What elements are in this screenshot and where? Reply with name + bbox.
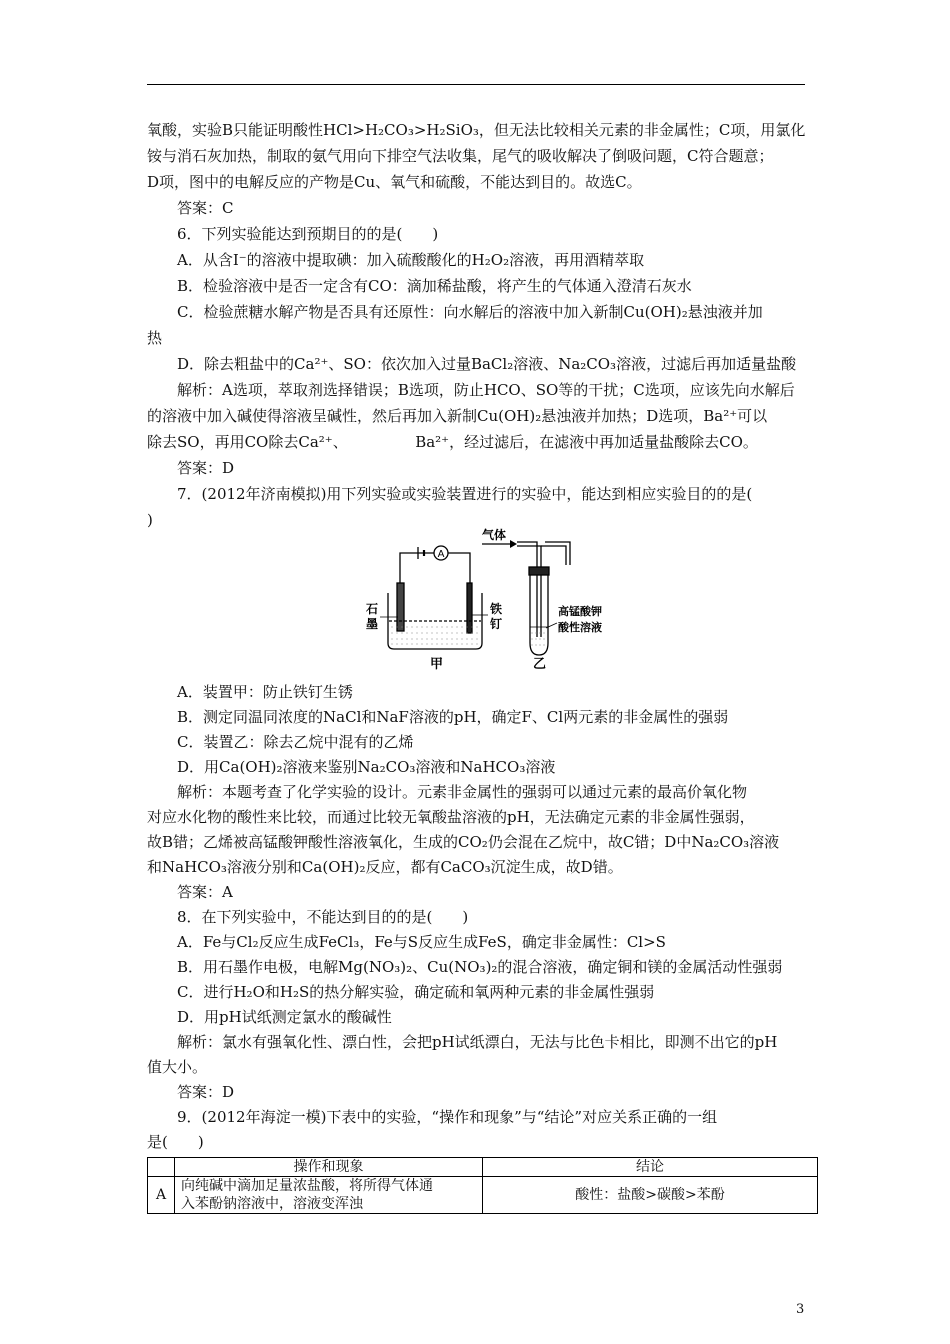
option-6c: C．检验蔗糖水解产物是否具有还原性：向水解后的溶液中加入新制Cu(OH)₂悬浊液并加 [177, 303, 763, 321]
analysis-6: 解析：A选项，萃取剂选择错误；B选项，防止HCO、SO等的干扰；C选项，应该先向水解后 [177, 381, 795, 399]
table-cell-conclusion: 酸性：盐酸>碳酸>苯酚 [483, 1177, 818, 1214]
table-header-conclusion: 结论 [483, 1158, 818, 1177]
answer-line: 答案：A [177, 883, 233, 901]
question-7: 7．(2012年济南模拟)用下列实验或实验装置进行的实验中，能达到相应实验目的的是( [177, 485, 753, 503]
figure-yi-label: 乙 [533, 657, 547, 672]
graphite-label: 石 [366, 602, 379, 616]
answer-line: 答案：C [177, 199, 234, 217]
option-8a: A．Fe与Cl₂反应生成FeCl₃，Fe与S反应生成FeS，确定非金属性：Cl>S [177, 933, 666, 951]
header-rule [147, 84, 805, 85]
text-line: D项，图中的电解反应的产物是Cu、氧气和硫酸，不能达到目的。故选C。 [147, 173, 642, 191]
kmno4-label: 酸性溶液 [558, 621, 602, 634]
page-number: 3 [796, 1302, 805, 1317]
option-7c: C．装置乙：除去乙烷中混有的乙烯 [177, 733, 414, 751]
figure-jia-label: 甲 [430, 657, 444, 672]
text-line: 故B错；乙烯被高锰酸钾酸性溶液氧化，生成的CO₂仍会混在乙烷中，故C错；D中Na₂CO₃溶液 [147, 833, 780, 851]
option-6b: B．检验溶液中是否一定含有CO：滴加稀盐酸，将产生的气体通入澄清石灰水 [177, 277, 692, 295]
text-line: 的溶液中加入碱使得溶液呈碱性，然后再加入新制Cu(OH)₂悬浊液并加热；D选项，Ba²⁺可以 [147, 407, 768, 425]
text-line: 值大小。 [147, 1058, 208, 1076]
table-cell-operation [175, 1177, 483, 1214]
analysis-7: 解析：本题考查了化学实验的设计。元素非金属性的强弱可以通过元素的最高价氧化物 [177, 783, 748, 801]
text-line: 对应水化物的酸性来比较，而通过比较无氧酸盐溶液的pH，无法确定元素的非金属性强弱， [147, 808, 755, 826]
option-8d: D．用pH试纸测定氯水的酸碱性 [177, 1008, 392, 1026]
question-6: 6．下列实验能达到预期目的的是( ) [177, 225, 439, 243]
table-header-cell [148, 1158, 175, 1177]
text-line: 热 [147, 329, 163, 347]
text-line: 铵与消石灰加热，制取的氨气用向下排空气法收集，尾气的吸收解决了倒吸问题，C符合题意； [147, 147, 774, 165]
option-8b: B．用石墨作电极，电解Mg(NO₃)₂、Cu(NO₃)₂的混合溶液，确定铜和镁的金属活动性强弱 [177, 958, 783, 976]
text-line: 除去SO，再用CO除去Ca²⁺、 Ba²⁺，经过滤后，在滤液中再加适量盐酸除去CO。 [147, 433, 758, 451]
table-row [148, 1177, 818, 1214]
text-line: 氧酸，实验B只能证明酸性HCl>H₂CO₃>H₂SiO₃，但无法比较相关元素的非金属性；C项，用氯化 [147, 121, 806, 139]
answer-line: 答案：D [177, 1083, 235, 1101]
option-8c: C．进行H₂O和H₂S的热分解实验，确定硫和氧两种元素的非金属性强弱 [177, 983, 655, 1001]
table-cell-text: 向纯碱中滴加足量浓盐酸，将所得气体通 [181, 1178, 433, 1194]
analysis-8: 解析：氯水有强氧化性、漂白性，会把pH试纸漂白，无法与比色卡相比，即测不出它的pH [177, 1033, 778, 1051]
option-7d: D．用Ca(OH)₂溶液来鉴别Na₂CO₃溶液和NaHCO₃溶液 [177, 758, 556, 776]
graphite-label: 墨 [366, 617, 379, 631]
answer-line: 答案：D [177, 459, 235, 477]
option-7a: A．装置甲：防止铁钉生锈 [177, 683, 353, 701]
text-line: 是( ) [147, 1133, 204, 1151]
ammeter-label: A [437, 549, 445, 560]
question-8: 8．在下列实验中，不能达到目的的是( ) [177, 908, 469, 926]
option-6d: D．除去粗盐中的Ca²⁺、SO：依次加入过量BaCl₂溶液、Na₂CO₃溶液，过滤后再加适量盐酸 [177, 355, 797, 373]
table-row-label: A [148, 1177, 175, 1214]
question-9: 9．(2012年海淀一模)下表中的实验，“操作和现象”与“结论”对应关系正确的一组 [177, 1108, 718, 1126]
option-6a: A．从含I⁻的溶液中提取碘：加入硫酸酸化的H₂O₂溶液，再用酒精萃取 [177, 251, 645, 269]
nail-label: 钉 [490, 617, 503, 631]
answer-table [147, 1157, 818, 1214]
kmno4-label: 高锰酸钾 [558, 605, 602, 618]
apparatus-figure [360, 525, 630, 675]
nail-label: 铁 [490, 602, 503, 616]
option-7b: B．测定同温同浓度的NaCl和NaF溶液的pH，确定F、Cl两元素的非金属性的强弱 [177, 708, 729, 726]
table-header-row [148, 1158, 818, 1177]
gas-label: 气体 [482, 528, 507, 542]
text-line: ) [147, 511, 153, 529]
text-line: 和NaHCO₃溶液分别和Ca(OH)₂反应，都有CaCO₃沉淀生成，故D错。 [147, 858, 623, 876]
table-cell-text: 入苯酚钠溶液中，溶液变浑浊 [181, 1196, 363, 1212]
table-header-operation: 操作和现象 [175, 1158, 483, 1177]
